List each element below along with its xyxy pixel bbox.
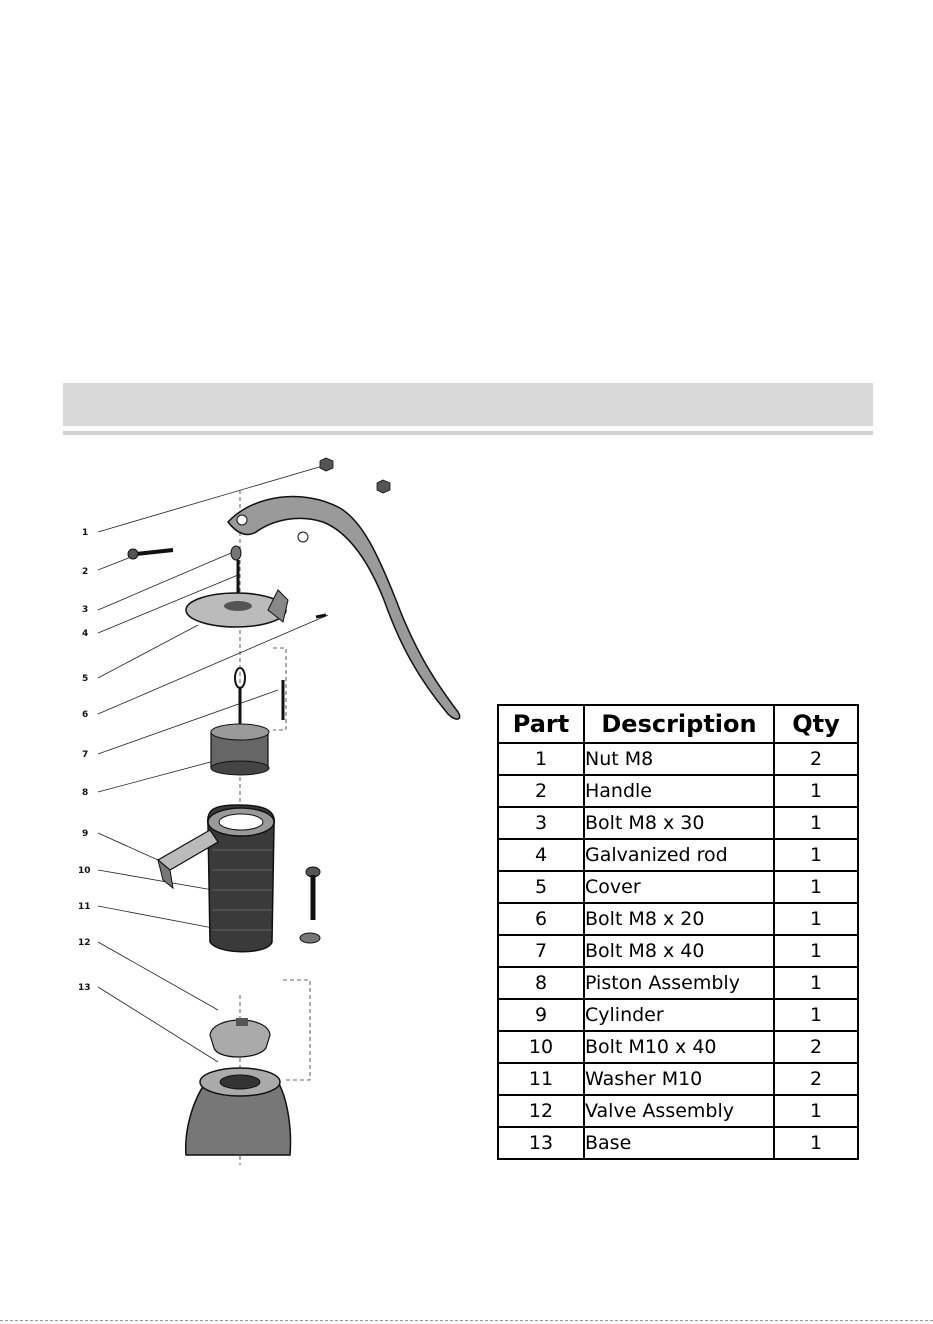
part-description: Bolt M8 x 40 — [584, 935, 774, 967]
part-qty: 1 — [774, 839, 858, 871]
section-divider — [63, 431, 873, 435]
parts-table — [497, 704, 859, 1160]
part-qty: 1 — [774, 775, 858, 807]
callout-5: 5 — [82, 674, 89, 684]
part-description: Cylinder — [584, 999, 774, 1031]
parts-table-header — [498, 705, 858, 743]
callout-2: 2 — [82, 567, 89, 577]
callout-9: 9 — [82, 829, 89, 839]
table-row — [498, 1095, 858, 1127]
part-number: 8 — [498, 967, 584, 999]
callout-12: 12 — [78, 938, 91, 948]
part-qty: 2 — [774, 1031, 858, 1063]
part-number: 4 — [498, 839, 584, 871]
part-qty: 2 — [774, 743, 858, 775]
table-row — [498, 1031, 858, 1063]
part-number: 1 — [498, 743, 584, 775]
part-qty: 1 — [774, 903, 858, 935]
callout-10: 10 — [78, 866, 91, 876]
part-description: Washer M10 — [584, 1063, 774, 1095]
callout-13: 13 — [78, 983, 91, 993]
part-number: 9 — [498, 999, 584, 1031]
table-row — [498, 935, 858, 967]
part-qty: 1 — [774, 871, 858, 903]
part-description: Base — [584, 1127, 774, 1159]
header-part: Part — [498, 705, 584, 743]
table-row — [498, 903, 858, 935]
part-description: Galvanized rod — [584, 839, 774, 871]
callout-11: 11 — [78, 902, 91, 912]
part-description: Cover — [584, 871, 774, 903]
part-number: 2 — [498, 775, 584, 807]
header-description: Description — [584, 705, 774, 743]
callout-8: 8 — [82, 788, 89, 798]
part-number: 6 — [498, 903, 584, 935]
part-qty: 1 — [774, 999, 858, 1031]
callout-6: 6 — [82, 710, 89, 720]
table-row — [498, 1063, 858, 1095]
header-qty: Qty — [774, 705, 858, 743]
table-row — [498, 967, 858, 999]
part-qty: 1 — [774, 807, 858, 839]
part-qty: 1 — [774, 1127, 858, 1159]
callout-1: 1 — [82, 528, 89, 538]
page-bottom-edge — [0, 1320, 933, 1321]
callout-4: 4 — [82, 629, 89, 639]
table-row — [498, 775, 858, 807]
part-number: 10 — [498, 1031, 584, 1063]
callout-7: 7 — [82, 750, 89, 760]
table-row — [498, 807, 858, 839]
part-number: 13 — [498, 1127, 584, 1159]
part-description: Bolt M8 x 20 — [584, 903, 774, 935]
part-number: 11 — [498, 1063, 584, 1095]
section-header-bar — [63, 383, 873, 426]
part-number: 12 — [498, 1095, 584, 1127]
part-qty: 1 — [774, 935, 858, 967]
table-row — [498, 1127, 858, 1159]
part-qty: 2 — [774, 1063, 858, 1095]
table-row — [498, 999, 858, 1031]
exploded-pump-diagram — [78, 450, 468, 1165]
part-number: 5 — [498, 871, 584, 903]
callout-3: 3 — [82, 605, 89, 615]
part-qty: 1 — [774, 1095, 858, 1127]
part-number: 7 — [498, 935, 584, 967]
part-description: Piston Assembly — [584, 967, 774, 999]
table-row — [498, 839, 858, 871]
part-description: Handle — [584, 775, 774, 807]
table-row — [498, 871, 858, 903]
table-row — [498, 743, 858, 775]
part-description: Bolt M10 x 40 — [584, 1031, 774, 1063]
part-qty: 1 — [774, 967, 858, 999]
part-description: Valve Assembly — [584, 1095, 774, 1127]
part-description: Nut M8 — [584, 743, 774, 775]
part-number: 3 — [498, 807, 584, 839]
part-description: Bolt M8 x 30 — [584, 807, 774, 839]
